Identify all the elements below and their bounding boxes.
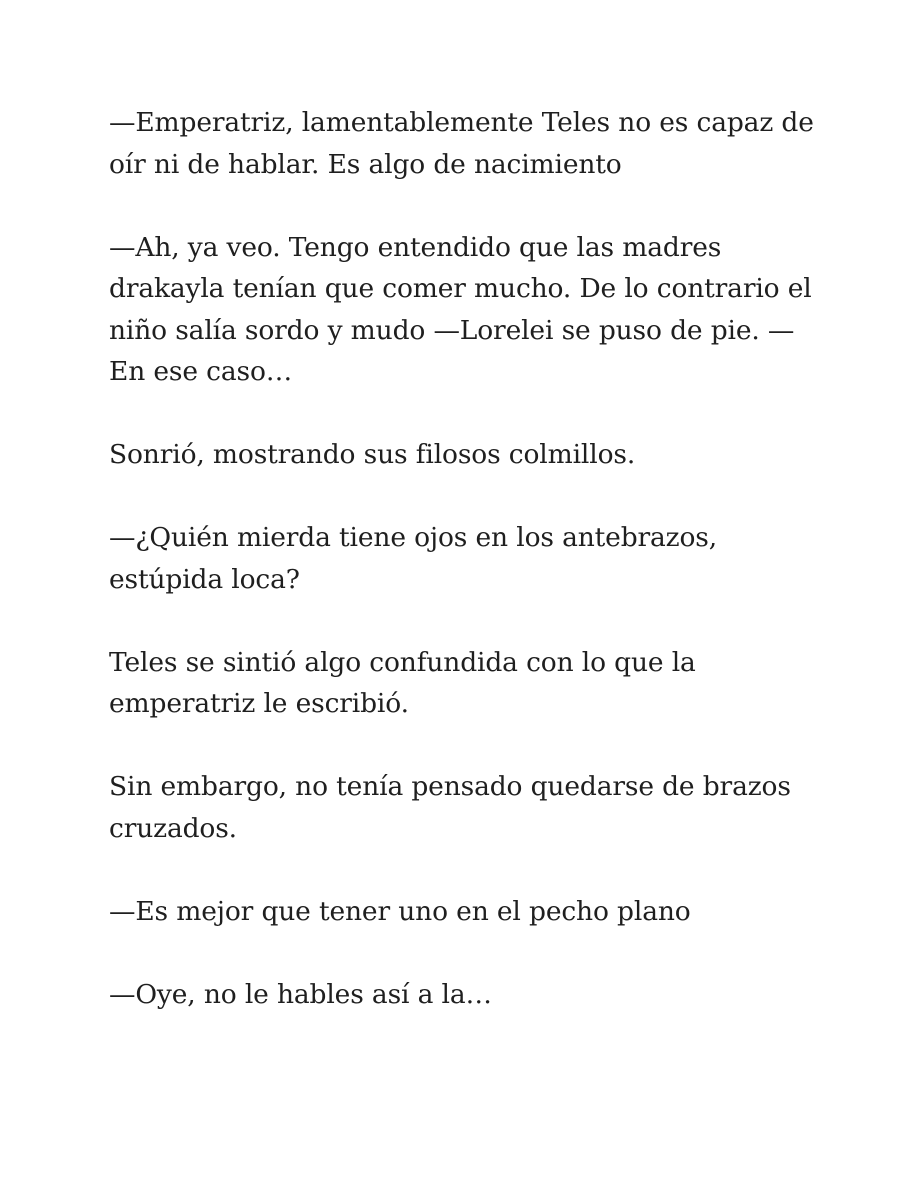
paragraph-1: —Emperatriz, lamentablemente Teles no es capaz de oír ni de hablar. Es algo de nacimiento (109, 107, 814, 180)
paragraph-5: Teles se sintió algo confundida con lo que la emperatriz le escribió. (109, 646, 696, 719)
paragraph-6: Sin embargo, no tenía pensado quedarse de brazos cruzados. (109, 771, 791, 844)
paragraph-4: —¿Quién mierda tiene ojos en los antebrazos, estúpida loca? (109, 522, 718, 595)
paragraph-3: Sonrió, mostrando sus filosos colmillos. (109, 439, 636, 470)
text-column (109, 102, 829, 1057)
paragraph-8: —Oye, no le hables así a la… (109, 978, 492, 1010)
paragraph-7: —Es mejor que tener uno en el pecho plano (109, 895, 691, 927)
paragraph-2: —Ah, ya veo. Tengo entendido que las madres drakayla tenían que comer mucho. De lo contrario el niño salía sordo y mudo —Lorelei se puso de pie. —En ese caso… (109, 231, 812, 387)
